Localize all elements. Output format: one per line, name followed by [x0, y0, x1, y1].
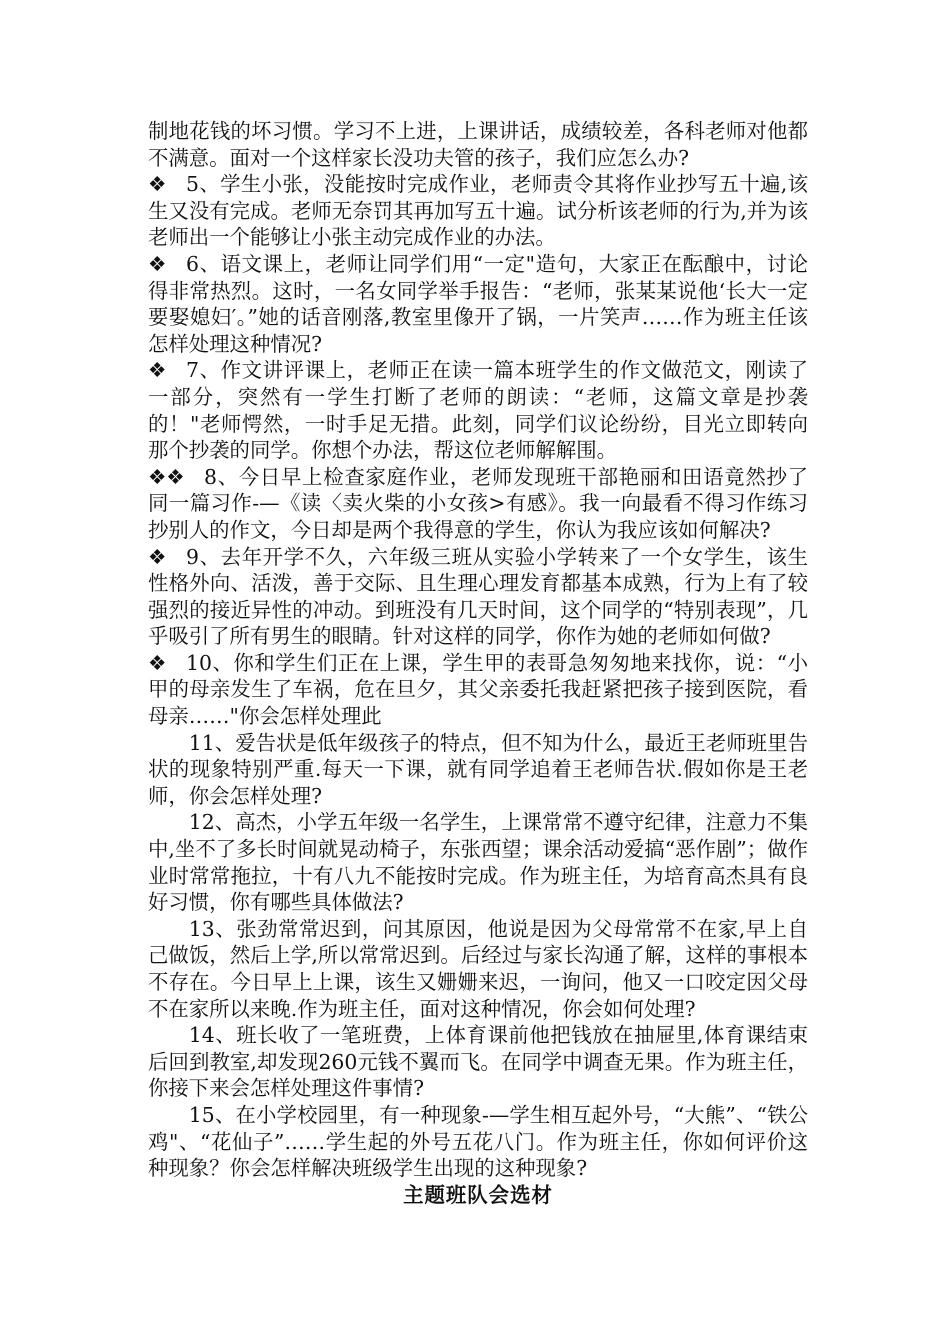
diamond-bullet-icon: ❖	[148, 172, 167, 197]
question-5	[148, 171, 808, 251]
question-8	[148, 464, 808, 544]
document-body	[148, 118, 808, 1208]
question-6-text: 6、语文课上，老师让同学们用“一定"造句，大家正在酝酿中，讨论得非常热烈。这时，一名女同学举手报告：“老师，张某某说他‘长大一定要娶媳妇′。”她的话音刚落,教室里像开了锅，一片笑声……作为班主任该怎样处理这种情况?	[148, 251, 808, 356]
diamond-bullet-icon: ❖	[148, 358, 167, 383]
question-5-text: 5、学生小张，没能按时完成作业，老师责令其将作业抄写五十遍,该生又没有完成。老师无奈罚其再加写五十遍。试分析该老师的行为,并为该老师出一个能够让小张主动完成作业的办法。	[148, 172, 808, 250]
question-15: 15、在小学校园里，有一种现象-—学生相互起外号，“大熊”、“铁公鸡"、“花仙子”……学生起的外号五花八门。作为班主任，你如何评价这种现象？你会怎样解决班级学生出现的这种现象?	[148, 1102, 808, 1181]
diamond-bullet-icon: ❖	[148, 650, 167, 675]
question-6	[148, 251, 808, 357]
question-13: 13、张劲常常迟到，问其原因，他说是因为父母常常不在家,早上自己做饭，然后上学,所以常常迟到。后经过与家长沟通了解，这样的事根本不存在。今日早上上课，该生又姗姗来迟，一询问，他又一口咬定因父母不在家所以来晚.作为班主任，面对这种情况，你会如何处理?	[148, 916, 808, 1021]
question-9-text: 9、去年开学不久，六年级三班从实验小学转来了一个女学生，该生性格外向、活泼，善于交际、且生理心理发育都基本成熟，行为上有了较强烈的接近异性的冲动。到班没有几天时间，这个同学的“特别表现”，几乎吸引了所有男生的眼睛。针对这样的同学，你作为她的老师如何做?	[148, 544, 808, 649]
section-heading: 主题班队会选材	[403, 1182, 553, 1207]
question-11: 11、爱告状是低年级孩子的特点，但不知为什么，最近王老师班里告状的现象特别严重.每天一下课，就有同学追着王老师告状.假如你是王老师，你会怎样处理?	[148, 730, 808, 808]
question-10	[148, 650, 808, 730]
question-7-text: 7、作文讲评课上，老师正在读一篇本班学生的作文做范文，刚读了一部分，突然有一学生打断了老师的朗读：“老师，这篇文章是抄袭的！"老师愕然，一时手足无措。此刻，同学们议论纷纷，目光立即转向那个抄袭的同学。你想个办法，帮这位老师解解围。	[148, 358, 808, 463]
question-8-text: 8、今日早上检查家庭作业，老师发现班干部艳丽和田语竟然抄了同一篇习作-—《读〈卖火柴的小女孩>有感》。我一向最看不得习作练习抄别人的作文，今日却是两个我得意的学生，你认为我应该如何解决?	[148, 464, 808, 542]
question-7	[148, 357, 808, 463]
question-12: 12、高杰，小学五年级一名学生，上课常常不遵守纪律，注意力不集中,坐不了多长时间就晃动椅子，东张西望；课余活动爱搞“恶作剧”；做作业时常常拖拉，十有八九不能按时完成。作为班主任，为培育高杰具有良好习惯，你有哪些具体做法?	[148, 810, 808, 915]
diamond-bullet-icon: ❖	[148, 544, 167, 569]
question-9	[148, 544, 808, 650]
question-10-text: 10、你和学生们正在上课，学生甲的表哥急匆匆地来找你，说：“小甲的母亲发生了车祸，危在旦夕，其父亲委托我赶紧把孩子接到医院，看母亲……"你会怎样处理此	[148, 650, 808, 729]
lead-paragraph: 制地花钱的坏习惯。学习不上进，上课讲话，成绩较差，各科老师对他都不满意。面对一个这样家长没功夫管的孩子，我们应怎么办?	[148, 119, 808, 170]
question-14: 14、班长收了一笔班费，上体育课前他把钱放在抽屉里,体育课结束后回到教室,却发现260元钱不翼而飞。在同学中调查无果。作为班主任，你接下来会怎样处理这件事情?	[148, 1023, 808, 1101]
diamond-bullet-icon: ❖	[148, 251, 167, 276]
double-diamond-bullet-icon: ❖❖	[148, 464, 185, 489]
